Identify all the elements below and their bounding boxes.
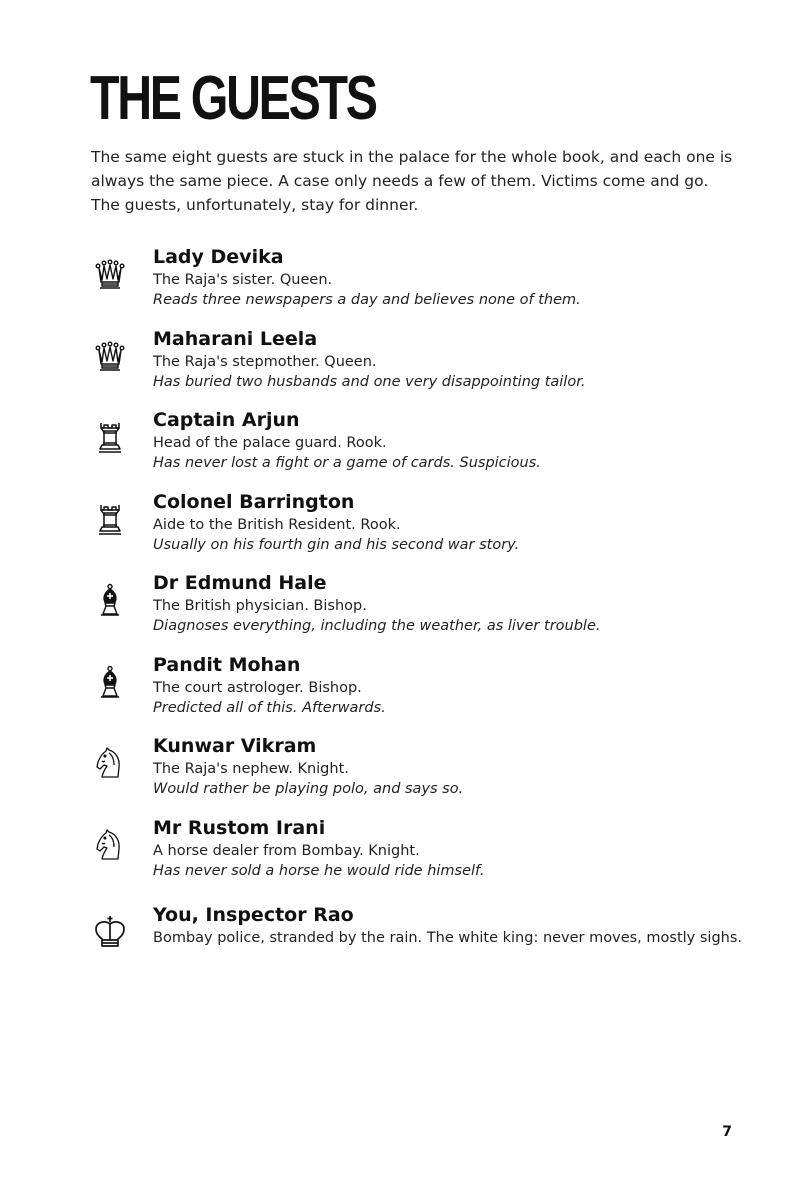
guest-name: Maharani Leela xyxy=(153,327,318,350)
guest-name: Pandit Mohan xyxy=(153,653,301,676)
guest-quip: Has buried two husbands and one very disappointing tailor. xyxy=(153,373,586,390)
guest-role: Bombay police, stranded by the rain. The white king: never moves, mostly sighs. xyxy=(153,930,742,946)
guest-role: The Raja's sister. Queen. xyxy=(153,272,333,288)
rook-icon xyxy=(92,501,128,537)
guest-quip: Predicted all of this. Afterwards. xyxy=(153,699,386,716)
guest-list xyxy=(0,244,800,962)
guest-role: A horse dealer from Bombay. Knight. xyxy=(153,842,420,859)
guest-entry xyxy=(0,652,800,734)
guest-entry xyxy=(0,244,800,326)
knight-icon xyxy=(92,827,128,863)
king-icon xyxy=(92,914,128,950)
guest-role: Head of the palace guard. Rook. xyxy=(153,435,387,451)
bishop-icon xyxy=(92,582,128,618)
guest-entry xyxy=(0,815,800,897)
bishop-icon xyxy=(92,664,128,700)
guest-role: Aide to the British Resident. Rook. xyxy=(153,516,401,533)
guest-entry xyxy=(0,733,800,815)
guest-quip: Has never lost a fight or a game of cards. Suspicious. xyxy=(153,455,541,471)
guest-quip: Has never sold a horse he would ride himself. xyxy=(153,862,485,879)
guest-entry xyxy=(0,407,800,489)
knight-icon xyxy=(92,745,128,781)
guest-name: Colonel Barrington xyxy=(153,490,355,513)
page-number: 7 xyxy=(722,1124,732,1140)
guest-entry xyxy=(0,570,800,652)
guest-quip: Would rather be playing polo, and says so. xyxy=(153,781,464,797)
guest-entry xyxy=(0,489,800,571)
guest-role: The court astrologer. Bishop. xyxy=(153,679,362,696)
guest-entry xyxy=(0,902,800,962)
guest-name: Mr Rustom Irani xyxy=(153,816,326,839)
guest-quip: Diagnoses everything, including the weather, as liver trouble. xyxy=(153,618,601,634)
guest-name: Kunwar Vikram xyxy=(153,735,317,757)
guest-quip: Reads three newspapers a day and believes none of them. xyxy=(153,292,581,308)
guest-name: Captain Arjun xyxy=(153,409,300,431)
guest-role: The Raja's stepmother. Queen. xyxy=(153,353,377,370)
rook-icon xyxy=(92,419,128,455)
guest-entry xyxy=(0,326,800,408)
intro-paragraph: The same eight guests are stuck in the palace for the whole book, and each one is always the same piece. A case only needs a few of them. Victims come and go. The guests, unfortunately, stay for dinner. xyxy=(91,148,733,214)
page-title: THE GUESTS xyxy=(90,64,376,133)
guest-name: You, Inspector Rao xyxy=(153,904,354,926)
guest-role: The Raja's nephew. Knight. xyxy=(153,761,349,777)
guest-name: Dr Edmund Hale xyxy=(153,572,327,594)
guest-quip: Usually on his fourth gin and his second war story. xyxy=(153,536,520,553)
queen-icon xyxy=(92,338,128,374)
queen-icon xyxy=(92,256,128,292)
guest-name: Lady Devika xyxy=(153,246,284,268)
guest-role: The British physician. Bishop. xyxy=(153,598,367,614)
